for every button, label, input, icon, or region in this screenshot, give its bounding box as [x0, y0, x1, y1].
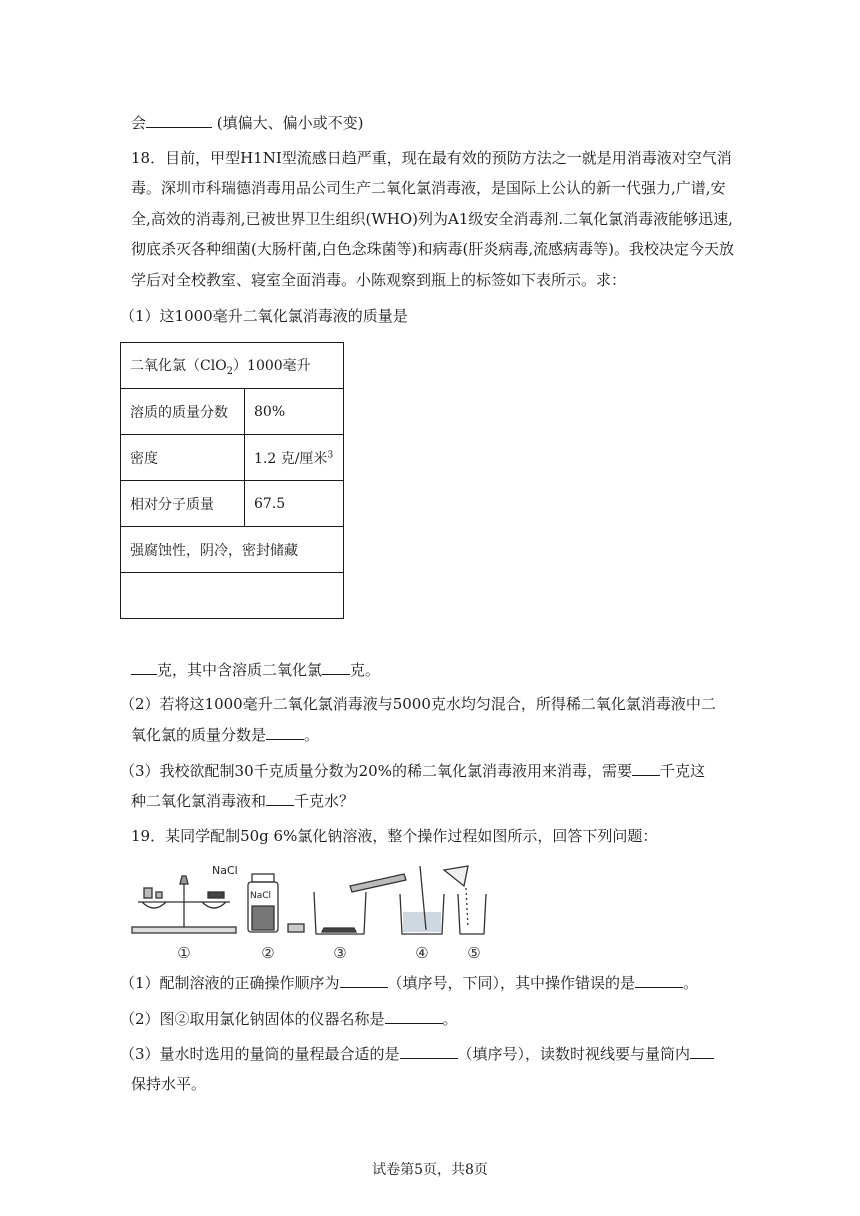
label-key: 相对分子质量 [121, 481, 245, 527]
answer-blank[interactable] [131, 659, 157, 675]
question-18-line-4: 彻底杀灭各种细菌(大肠杆菌,白色念珠菌等)和病毒(肝炎病毒,流感病毒等)。我校决定今天放 [131, 240, 734, 258]
step-2-label: ② [261, 944, 275, 962]
answer-blank[interactable] [340, 972, 388, 988]
beaker-solid-illustration [314, 892, 366, 934]
page-footer: 试卷第5页，共8页 [372, 1162, 488, 1178]
label-note: 强腐蚀性，阴冷，密封储藏 [121, 527, 344, 573]
label-key: 密度 [121, 435, 245, 481]
question-18-line-5: 学后对全校教室、寝室全面消毒。小陈观察到瓶上的标签如下表所示。求： [131, 271, 627, 289]
answer-blank[interactable] [146, 112, 212, 128]
text: (填偏大、偏小或不变) [212, 114, 364, 132]
lab-procedure-figure [128, 862, 498, 962]
step-5-label: ⑤ [467, 944, 481, 962]
label-value: 67.5 [245, 481, 344, 527]
question-18-part-3-line-1: （3）我校欲配制30千克质量分数为20%的稀二氧化氯消毒液用来消毒，需要 千克这 [120, 762, 705, 780]
question-19-part-2: （2）图②取用氯化钠固体的仪器名称是 。 [120, 1010, 458, 1028]
question-19-part-1: （1）配制溶液的正确操作顺序为 （填序号，下同），其中操作错误的是 。 [120, 974, 699, 992]
beaker-funnel-illustration [444, 866, 486, 934]
question-18-part-1: （1）这1000毫升二氧化氯消毒液的质量是 [120, 307, 408, 325]
answer-blank[interactable] [400, 1043, 458, 1059]
jar-label: NaCl [250, 891, 272, 901]
label-value: 80% [245, 389, 344, 435]
question-19-stem: 19．某同学配制50g 6%氯化钠溶液，整个操作过程如图所示，回答下列问题： [131, 827, 658, 845]
question-19-part-3-line-1: （3）量水时选用的量筒的量程最合适的是 （填序号），读数时视线要与量筒内 [120, 1043, 714, 1064]
answer-blank[interactable] [635, 972, 683, 988]
balance-illustration [132, 876, 236, 933]
answer-line-1: 克，其中含溶质二氧化氯 克。 [131, 659, 380, 680]
line-1 [131, 112, 364, 133]
step-1-label: ① [177, 944, 191, 962]
bottle-label-table [120, 342, 344, 619]
answer-blank[interactable] [266, 724, 304, 740]
text: 会 [131, 114, 147, 132]
label-key: 溶质的质量分数 [121, 389, 245, 435]
label-title: 二氧化氯（ClO$_2$）1000毫升 [121, 343, 344, 389]
question-18-part-2-line-2: 氧化氯的质量分数是 。 [131, 726, 320, 744]
label-value: 1.2 克/厘米$^3$ [245, 435, 344, 481]
nacl-label: NaCl [212, 864, 238, 877]
step-4-label: ④ [415, 944, 429, 962]
question-18-line-1: 18．目前，甲型H1NI型流感日趋严重，现在最有效的预防方法之一就是用消毒液对空气消 [131, 149, 732, 167]
answer-blank[interactable] [322, 659, 350, 675]
answer-blank[interactable] [690, 1043, 714, 1059]
label-empty-row [121, 573, 344, 619]
answer-blank[interactable] [385, 1008, 443, 1024]
question-18-line-3: 全,高效的消毒剂,已被世界卫生组织(WHO)列为A1级安全消毒剂.二氧化氯消毒液能够迅速, [131, 210, 733, 228]
question-18-part-2-line-1: （2）若将这1000毫升二氧化氯消毒液与5000克水均匀混合，所得稀二氧化氯消毒液中二 [120, 695, 716, 713]
question-18-line-2: 毒。深圳市科瑞德消毒用品公司生产二氧化氯消毒液，是国际上公认的新一代强力,广谱,安 [131, 179, 726, 197]
step-3-label: ③ [333, 944, 347, 962]
reagent-jar-illustration [248, 874, 304, 932]
question-19-part-3-line-2: 保持水平。 [131, 1075, 207, 1093]
question-18-part-3-line-2: 种二氧化氯消毒液和 千克水？ [131, 792, 355, 810]
answer-blank[interactable] [632, 760, 660, 776]
answer-blank[interactable] [266, 790, 294, 806]
